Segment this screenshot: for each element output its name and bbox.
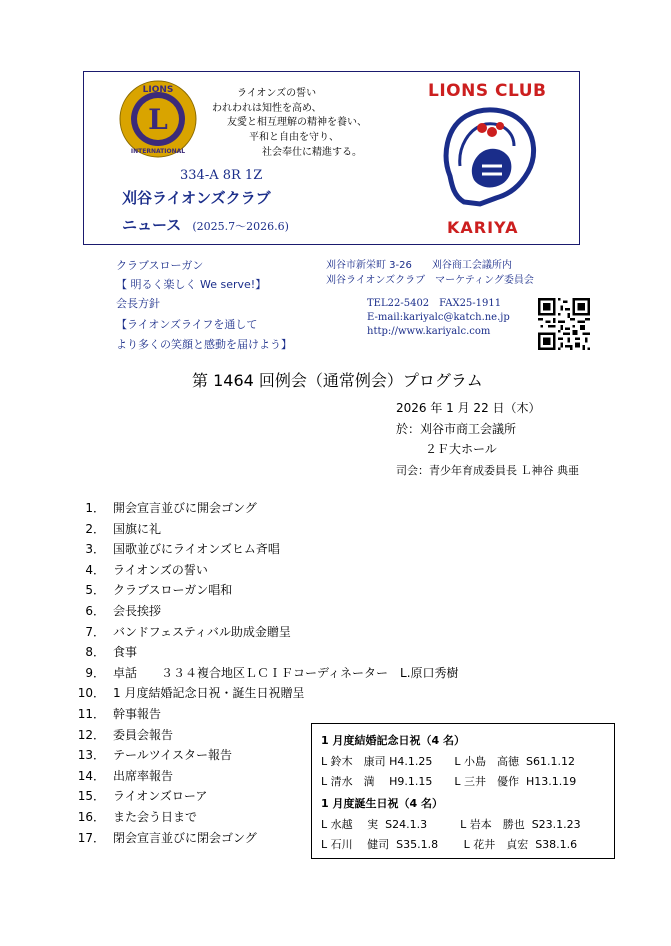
district-code: 334-A 8R 1Z — [180, 168, 263, 183]
oath-title: ライオンズの誓い — [237, 88, 317, 99]
program-item — [73, 704, 459, 725]
program-item-number: 7． — [85, 624, 105, 639]
program-item-text: 幹事報告 — [113, 706, 162, 721]
program-item — [73, 539, 459, 560]
program-item-number: 5． — [85, 583, 105, 598]
birthday-row-2: L 石川 健司 S35.1.8 L 花井 貞宏 S38.1.6 — [321, 838, 578, 851]
program-item-text: 閉会宣言並びに閉会ゴング — [113, 830, 257, 845]
slogan-text: 【 明るく楽しく We serve!】 — [116, 278, 267, 291]
program-item-text: 国歌並びにライオンズヒム斉唱 — [113, 542, 280, 557]
program-item-text: 国旗に礼 — [113, 521, 162, 536]
logo-city-text: KARIYA — [447, 218, 519, 237]
program-item-text: また会う日まで — [113, 809, 198, 824]
program-item-number: 17． — [77, 830, 105, 845]
birthday-row-1: L 水越 実 S24.1.3 L 岩本 勝也 S23.1.23 — [321, 818, 581, 831]
website-link[interactable]: http://www.kariyalc.com — [367, 326, 491, 337]
lion-red-dot-3 — [496, 122, 504, 130]
program-item-text: クラブスローガン唱和 — [113, 583, 233, 598]
wedding-heading: 1 月度結婚記念日祝（4 名） — [321, 734, 465, 747]
program-item-number: 13． — [77, 748, 105, 763]
emblem-letter: L — [148, 103, 168, 136]
policy-line-1: 【ライオンズライフを通して — [116, 318, 258, 331]
lion-red-dot-1 — [477, 123, 487, 133]
program-item-text: 開会宣言並びに開会ゴング — [113, 501, 257, 515]
meeting-title: 第 1464 回例会（通常例会）プログラム — [192, 371, 483, 390]
program-item-number: 15． — [77, 789, 105, 804]
wedding-row-2: L 清水 満 H9.1.15 L 三井 優作 H13.1.19 — [321, 775, 577, 788]
program-item-text: テールツイスター報告 — [113, 748, 233, 763]
lions-international-emblem — [118, 79, 198, 159]
program-item-text: 卓話 ３３４複合地区ＬＣＩＦコーディネーター L.原口秀樹 — [113, 665, 459, 680]
program-item-text: 1 月度結婚記念日祝・誕生日祝贈呈 — [113, 686, 305, 701]
news-title: ニュース — [122, 216, 182, 234]
program-item-text: 委員会報告 — [113, 727, 174, 742]
wedding-row-1: L 鈴木 康司 H4.1.25 L 小島 高徳 S61.1.12 — [321, 755, 575, 768]
program-item — [73, 683, 459, 704]
program-item — [73, 498, 459, 519]
oath-line-4: 社会奉仕に精進する。 — [262, 147, 362, 158]
program-item-number: 9． — [85, 665, 105, 680]
program-item-number: 4． — [85, 562, 105, 577]
email[interactable]: E-mail:kariyalc@katch.ne.jp — [367, 312, 510, 323]
logo-club-text: LIONS CLUB — [428, 81, 547, 101]
program-item-text: 会長挨拶 — [113, 603, 162, 618]
program-item — [73, 560, 459, 581]
program-item-number: 10． — [77, 686, 105, 701]
meeting-date: 2026 年 1 月 22 日（木） — [396, 401, 541, 415]
kariya-lion-logo — [440, 106, 538, 214]
oath-line-3: 平和と自由を守り、 — [249, 132, 339, 143]
program-item-number: 16． — [77, 809, 105, 824]
slogan-heading: クラブスローガン — [116, 259, 204, 272]
emblem-bottom-text: INTERNATIONAL — [130, 148, 186, 155]
birthday-heading: 1 月度誕生日祝（4 名） — [321, 797, 443, 810]
news-title-row — [122, 214, 289, 235]
program-item-text: ライオンズローア — [113, 789, 208, 804]
program-item-number: 3． — [85, 542, 105, 557]
program-item-number: 2． — [85, 521, 105, 536]
program-item-number: 1． — [85, 501, 105, 515]
program-item-text: ライオンズの誓い — [113, 562, 208, 577]
program-item-number: 6． — [85, 603, 105, 618]
oath-line-2: 友愛と相互理解の精神を養い、 — [227, 117, 367, 128]
program-item — [73, 622, 459, 643]
meeting-venue: 於：刈谷市商工会議所 — [396, 422, 517, 436]
club-name: 刈谷ライオンズクラブ — [122, 189, 271, 207]
lion-red-dot-2 — [487, 127, 497, 137]
address-line-1: 刈谷市新栄町 3-26 刈谷商工会議所内 — [326, 260, 512, 271]
program-item-text: 出席率報告 — [113, 768, 174, 783]
policy-heading: 会長方針 — [116, 297, 160, 310]
program-item-number: 8． — [85, 645, 105, 660]
oath-line-1: われわれは知性を高め、 — [212, 103, 322, 114]
program-item-number: 12． — [77, 727, 105, 742]
program-item — [73, 663, 459, 684]
program-item — [73, 580, 459, 601]
program-item — [73, 519, 459, 540]
program-item-text: バンドフェスティバル助成金贈呈 — [113, 624, 291, 639]
program-item — [73, 601, 459, 622]
address-line-2: 刈谷ライオンズクラブ マーケティング委員会 — [326, 275, 534, 286]
program-item-number: 11． — [77, 706, 105, 721]
news-period: (2025.7～2026.6) — [192, 220, 289, 233]
qr-code[interactable] — [538, 298, 590, 350]
program-item — [73, 642, 459, 663]
tel-fax: TEL22-5402 FAX25-1911 — [367, 298, 502, 309]
program-item-text: 食事 — [113, 645, 138, 660]
emblem-top-text: LIONS — [142, 85, 174, 95]
meeting-host: 司会：青少年育成委員長 Ｌ神谷 典亜 — [396, 464, 579, 477]
meeting-hall: ２Ｆ大ホール — [425, 442, 497, 456]
policy-line-2: より多くの笑顔と感動を届けよう】 — [116, 338, 292, 351]
program-item-number: 14． — [77, 768, 105, 783]
